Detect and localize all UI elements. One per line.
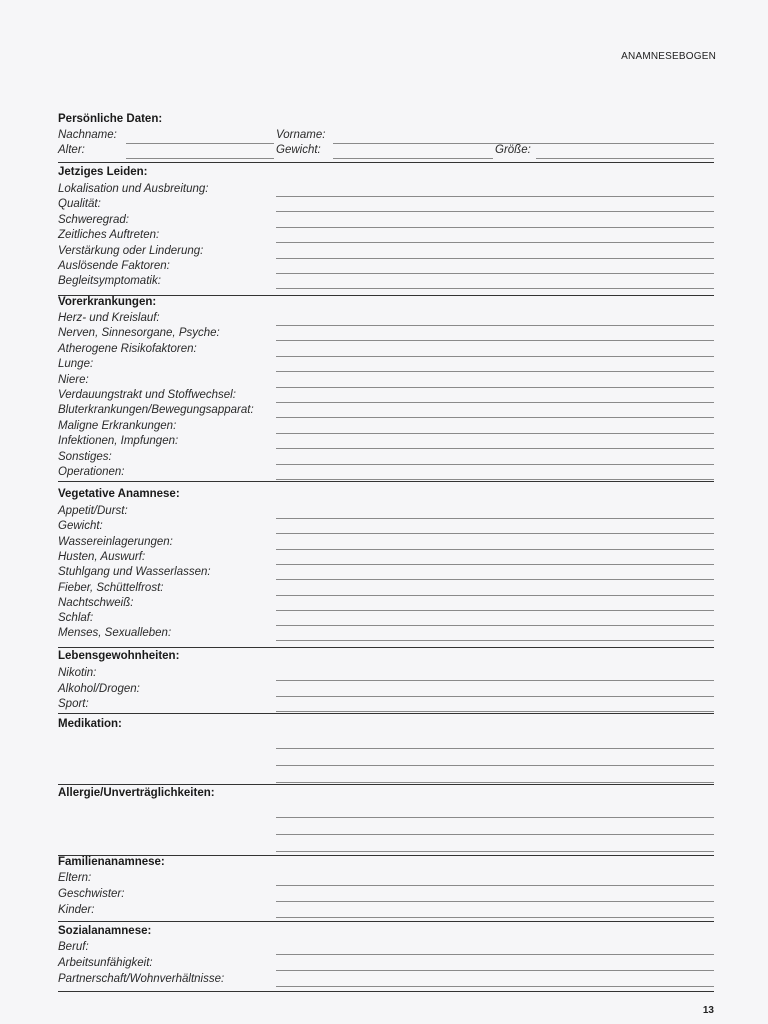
section-title: Medikation: [58, 718, 122, 730]
section-vorerkrankungen [58, 296, 714, 482]
field-label: Sport: [58, 698, 89, 710]
field-label: Husten, Auswurf: [58, 550, 146, 563]
field-input-line[interactable] [276, 242, 714, 243]
groesse-label: Größe: [495, 144, 531, 156]
field-input-line[interactable] [276, 448, 714, 449]
field-input-line[interactable] [276, 227, 714, 228]
field-label: Qualität: [58, 198, 101, 211]
gewicht-field[interactable] [333, 158, 493, 159]
field-label: Herz- und Kreislauf: [58, 312, 160, 324]
field-input-line[interactable] [276, 464, 714, 465]
field-label: Schlaf: [58, 612, 94, 625]
section-title: Vegetative Anamnese: [58, 488, 180, 500]
field-label: Atherogene Risikofaktoren: [58, 342, 197, 355]
field-label: Sonstiges: [58, 450, 112, 463]
field-label: Auslösende Faktoren: [58, 260, 170, 272]
field-input-line[interactable] [276, 748, 714, 749]
field-input-line[interactable] [276, 595, 714, 596]
field-input-line[interactable] [276, 885, 714, 886]
alter-field[interactable] [126, 158, 274, 159]
field-label: Lunge: [58, 358, 94, 371]
alter-label: Alter: [58, 144, 85, 156]
field-input-line[interactable] [276, 340, 714, 341]
field-label: Menses, Sexualleben: [58, 627, 172, 640]
field-input-line[interactable] [276, 610, 714, 611]
field-label: Arbeitsunfähigkeit: [58, 957, 153, 969]
field-input-line[interactable] [276, 901, 714, 902]
section-jetziges-leiden [58, 166, 714, 296]
field-input-line[interactable] [276, 371, 714, 372]
field-input-line[interactable] [276, 564, 714, 565]
field-label: Zeitliches Auftreten: [58, 229, 160, 242]
field-label: Maligne Erkrankungen: [58, 419, 177, 432]
field-input-line[interactable] [276, 533, 714, 534]
field-label: Beruf: [58, 941, 89, 953]
field-input-line[interactable] [276, 417, 714, 418]
field-input-line[interactable] [276, 387, 714, 388]
field-label: Nachtschweiß: [58, 596, 134, 609]
section-vegetative-anamnese [58, 488, 714, 648]
section-title: Sozialanamnese: [58, 925, 152, 937]
field-input-line[interactable] [276, 986, 714, 987]
field-input-line[interactable] [276, 625, 714, 626]
field-label: Gewicht: [58, 520, 103, 533]
field-input-line[interactable] [276, 402, 714, 403]
section-title: Jetziges Leiden: [58, 166, 148, 178]
section-personal-data [58, 112, 714, 163]
section-title: Vorerkrankungen: [58, 296, 157, 308]
section-lebensgewohnheiten [58, 650, 714, 714]
section-familienanamnese [58, 856, 714, 922]
field-input-line[interactable] [276, 834, 714, 835]
field-input-line[interactable] [276, 782, 714, 783]
field-input-line[interactable] [276, 954, 714, 955]
field-label: Niere: [58, 373, 89, 386]
field-label: Eltern: [58, 872, 92, 884]
field-input-line[interactable] [276, 325, 714, 326]
section-sozialanamnese [58, 925, 714, 992]
field-label: Lokalisation und Ausbreitung: [58, 183, 209, 195]
section-allergie [58, 787, 714, 856]
field-label: Verdauungstrakt und Stoffwechsel: [58, 389, 236, 401]
section-title: Persönliche Daten: [58, 113, 163, 125]
field-input-line[interactable] [276, 917, 714, 918]
groesse-field[interactable] [536, 158, 714, 159]
field-label: Kinder: [58, 904, 95, 916]
field-label: Nerven, Sinnesorgane, Psyche: [58, 327, 220, 340]
field-label: Partnerschaft/Wohnverhältnisse: [58, 973, 225, 985]
field-input-line[interactable] [276, 765, 714, 766]
section-title: Familienanamnese: [58, 856, 165, 868]
field-label: Operationen: [58, 466, 125, 478]
field-input-line[interactable] [276, 549, 714, 550]
field-input-line[interactable] [276, 579, 714, 580]
field-label: Nikotin: [58, 667, 97, 679]
field-label: Geschwister: [58, 888, 125, 900]
field-input-line[interactable] [276, 196, 714, 197]
page-number: 13 [702, 1005, 714, 1016]
section-title: Lebensgewohnheiten: [58, 650, 180, 662]
vorname-label: Vorname: [276, 129, 326, 141]
field-label: Infektionen, Impfungen: [58, 435, 179, 448]
gewicht-label: Gewicht: [276, 144, 321, 156]
field-label: Stuhlgang und Wasserlassen: [58, 566, 211, 579]
field-input-line[interactable] [276, 211, 714, 212]
section-title: Allergie/Unverträglichkeiten: [58, 787, 215, 799]
field-label: Appetit/Durst: [58, 505, 128, 517]
field-input-line[interactable] [276, 356, 714, 357]
field-input-line[interactable] [276, 711, 714, 712]
field-input-line[interactable] [276, 680, 714, 681]
field-input-line[interactable] [276, 518, 714, 519]
section-medikation [58, 718, 714, 785]
field-label: Alkohol/Drogen: [58, 682, 140, 695]
field-input-line[interactable] [276, 288, 714, 289]
field-input-line[interactable] [276, 970, 714, 971]
field-label: Begleitsymptomatik: [58, 275, 161, 288]
field-input-line[interactable] [276, 479, 714, 480]
field-input-line[interactable] [276, 258, 714, 259]
field-input-line[interactable] [276, 851, 714, 852]
field-input-line[interactable] [276, 696, 714, 697]
field-input-line[interactable] [276, 817, 714, 818]
field-input-line[interactable] [276, 273, 714, 274]
field-label: Fieber, Schüttelfrost: [58, 581, 164, 594]
field-label: Schweregrad: [58, 213, 129, 226]
nachname-field[interactable] [126, 143, 274, 144]
field-label: Bluterkrankungen/Bewegungsapparat: [58, 404, 254, 417]
nachname-label: Nachname: [58, 129, 117, 141]
page-header-title: ANAMNESEBOGEN [621, 51, 716, 62]
field-label: Verstärkung oder Linderung: [58, 244, 204, 257]
field-label: Wassereinlagerungen: [58, 535, 173, 548]
field-input-line[interactable] [276, 640, 714, 641]
field-input-line[interactable] [276, 433, 714, 434]
